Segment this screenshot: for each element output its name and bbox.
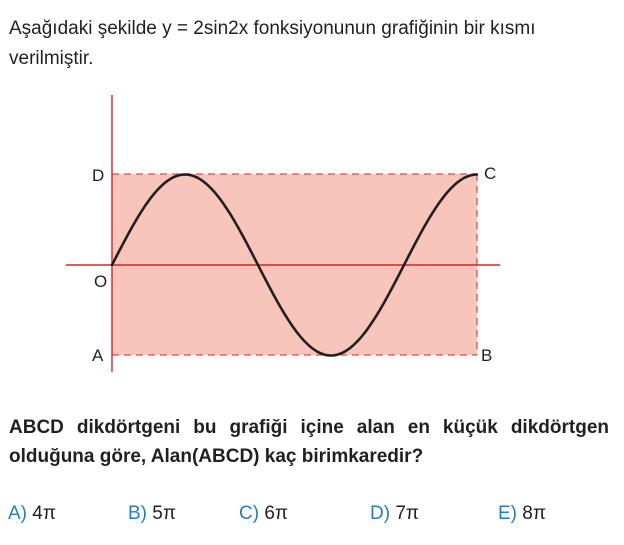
question-text: ABCD dikdörtgeni bu grafiği içine alan en küçük dikdörtgen olduğuna göre, Alan(ABCD) kaç birimkaredir? [9,417,609,467]
choice-c-letter: C) [239,503,260,524]
problem-intro-text: Aşağıdaki şekilde y = 2sin2x fonksiyonunun grafiğinin bir kısmı verilmiştir. [9,18,536,69]
label-a: A [92,346,104,365]
choice-e-value: 8π [522,503,546,524]
choice-a[interactable] [8,503,56,525]
choice-c-value: 6π [264,503,289,524]
label-c: C [484,164,497,183]
choice-c[interactable] [239,503,288,525]
label-b: B [481,346,493,365]
choice-a-letter: A) [8,503,27,524]
label-d: D [92,166,105,185]
choice-e-letter: E) [498,503,517,524]
choice-b-value: 5π [152,503,176,524]
choice-b-letter: B) [128,503,147,524]
choice-d-letter: D) [370,503,391,524]
choice-e[interactable] [498,503,546,525]
choice-d-value: 7π [395,503,420,524]
choice-b[interactable] [128,503,176,525]
choice-a-value: 4π [32,503,56,524]
label-o: O [94,272,108,291]
choice-d[interactable] [370,503,419,525]
answer-choices [0,503,624,531]
